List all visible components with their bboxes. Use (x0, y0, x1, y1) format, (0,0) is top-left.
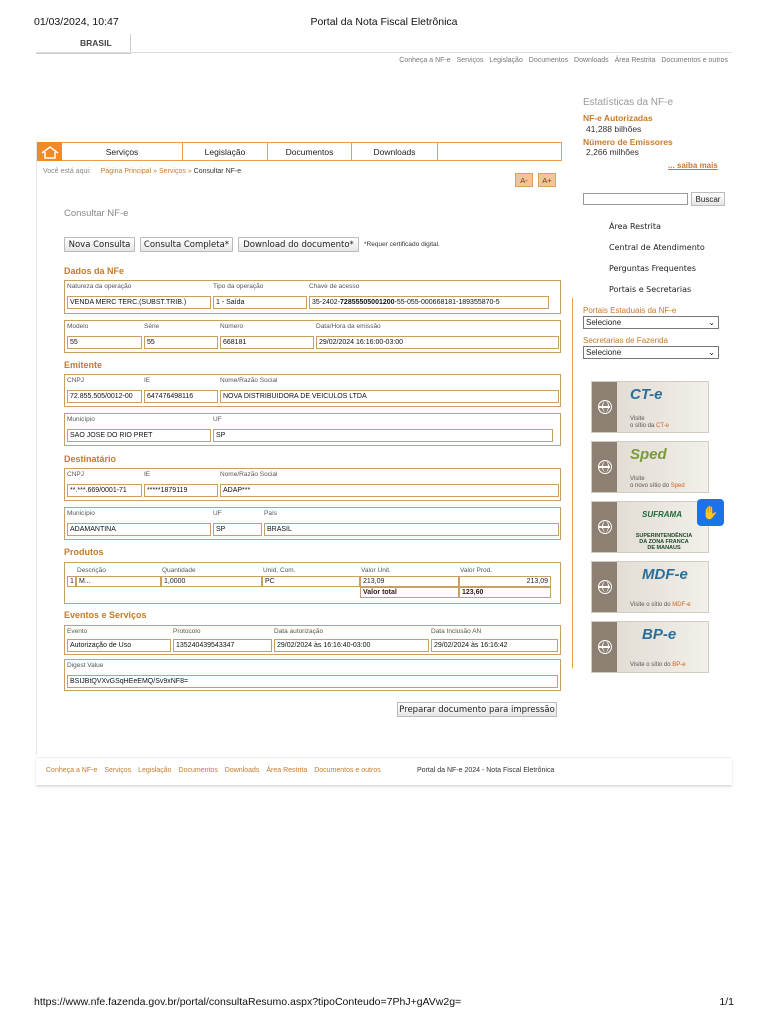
tipo-value: 1 - Saída (213, 296, 307, 309)
modelo-value: 55 (67, 336, 142, 349)
product-qtd: 1,0000 (161, 576, 262, 587)
search-input[interactable] (583, 193, 688, 205)
accessibility-icon[interactable]: ✋ (697, 499, 724, 526)
field-label: País (264, 510, 278, 517)
banner-caption (630, 476, 685, 490)
col-header: Valor Unit. (361, 567, 391, 574)
field-label: Número (220, 323, 244, 330)
row-number: 1 (67, 576, 76, 587)
footer-link[interactable]: Serviços (104, 767, 132, 774)
footer-link[interactable]: Conheça a NF-e (46, 767, 98, 774)
bpe-logo: BP-e (642, 626, 677, 643)
banner-caption-line: DE MANAUS (647, 545, 681, 551)
destinatario-nome: ADAP*** (220, 484, 559, 497)
field-label: Data autorização (274, 628, 324, 635)
destinatario-municipio: ADAMANTINA (67, 523, 211, 536)
print-datetime: 01/03/2024, 10:47 (34, 16, 119, 28)
product-vprod: 213,09 (459, 576, 551, 587)
banner-caption-hl: Sped (670, 483, 685, 489)
sidebar-link-portais[interactable]: Portais e Secretarias (609, 285, 692, 294)
banner-caption-hl: MDF-e (672, 602, 691, 608)
field-label: Série (144, 323, 160, 330)
field-label: Município (67, 510, 95, 517)
breadcrumb-home[interactable]: Página Principal (100, 168, 152, 175)
banner-caption-line: Visite o sítio do (630, 602, 673, 608)
globe-icon (598, 580, 612, 594)
field-label: UF (213, 510, 222, 517)
field-label: CNPJ (67, 471, 84, 478)
breadcrumb (43, 168, 241, 175)
nav-documentos[interactable]: Documentos (268, 143, 352, 160)
stats-autorizadas-value: 41,288 bilhões (586, 124, 642, 134)
col-header: Valor Prod. (460, 567, 493, 574)
eventos-box (64, 625, 561, 655)
banner-caption-line: DA ZONA FRANCA (639, 539, 689, 545)
footer-link[interactable]: Downloads (224, 767, 260, 774)
autorizacao-value: 29/02/2024 às 16:16:40-03:00 (274, 639, 429, 652)
secretarias-select-value: Selecione (586, 348, 622, 357)
breadcrumb-sep: » (187, 168, 192, 175)
col-header: Unid. Com. (263, 567, 296, 574)
secretarias-select[interactable] (583, 346, 719, 359)
field-label: Nome/Razão Social (220, 471, 278, 478)
cte-logo: CT-e (630, 386, 663, 403)
digest-box (64, 659, 561, 691)
emitente-uf: SP (213, 429, 553, 442)
banner-caption (630, 602, 691, 609)
product-unid: PC (262, 576, 360, 587)
footer-copyright: Portal da NF-e 2024 - Nota Fiscal Eletrônica (417, 767, 555, 774)
sidebar-divider (572, 298, 573, 668)
mdfe-logo: MDF-e (642, 566, 688, 583)
banner-cte[interactable] (591, 381, 709, 433)
saiba-mais-link[interactable]: ... saiba mais (668, 161, 718, 170)
chave-post: -55-055-000668181-189355870-5 (394, 299, 500, 306)
natureza-value: VENDA MERC TERC.(SUBST.TRIB.) (67, 296, 211, 309)
full-query-button[interactable]: Consulta Completa* (140, 237, 233, 252)
main-nav (37, 142, 562, 161)
banner-caption-hl: BP-e (672, 662, 686, 668)
field-label: Evento (67, 628, 88, 635)
top-link[interactable]: Área Restrita (614, 57, 656, 64)
total-label: Valor total (360, 587, 459, 598)
font-decrease-button[interactable]: A- (515, 173, 533, 187)
prepare-print-button[interactable]: Preparar documento para impressão (397, 702, 557, 717)
chave-pre: 35-2402- (312, 299, 341, 306)
top-link[interactable]: Serviços (456, 57, 484, 64)
print-header (34, 16, 734, 30)
emitente-ie: 647476498116 (144, 390, 218, 403)
field-label: Município (67, 416, 95, 423)
chevron-down-icon: ⌄ (708, 318, 715, 327)
section-emitente: Emitente (64, 360, 103, 370)
emissao-value: 29/02/2024 16:16:00-03:00 (316, 336, 559, 349)
new-query-button[interactable]: Nova Consulta (64, 237, 135, 252)
breadcrumb-current: Consultar NF-e (193, 168, 242, 175)
digest-value: BSIJBtQVXvGSqHEeEMQ/Sv9xNF8= (67, 675, 558, 688)
sidebar-link-perguntas[interactable]: Perguntas Frequentes (609, 264, 696, 273)
search-button[interactable]: Buscar (691, 192, 725, 206)
certificate-note: *Requer certificado digital. (364, 241, 440, 248)
emitente-cnpj: 72.855.505/0012-00 (67, 390, 142, 403)
top-divider (36, 52, 732, 53)
globe-icon (598, 400, 612, 414)
stats-title: Estatísticas da NF-e (583, 97, 674, 108)
panel-border (36, 140, 37, 755)
stats-emissores-label: Número de Emissores (583, 137, 673, 147)
evento-value: Autorização de Uso (67, 639, 171, 652)
dados-box-2 (64, 320, 561, 353)
field-label: CNPJ (67, 377, 84, 384)
field-label: Data Inclusão AN (431, 628, 482, 635)
field-label: UF (213, 416, 222, 423)
sidebar-link-atendimento[interactable]: Central de Atendimento (609, 243, 705, 252)
print-url: https://www.nfe.fazenda.gov.br/portal/consultaResumo.aspx?tipoConteudo=7PhJ+gAVw2g= (34, 996, 462, 1008)
section-dados: Dados da NFe (64, 266, 125, 276)
print-title: Portal da Nota Fiscal Eletrônica (310, 16, 458, 28)
top-link[interactable]: Documentos (528, 57, 569, 64)
destinatario-box-2 (64, 507, 561, 540)
footer-link[interactable]: Documentos (178, 767, 218, 774)
product-vunit: 213,09 (360, 576, 459, 587)
product-desc: M... (76, 576, 161, 587)
nav-downloads[interactable]: Downloads (352, 143, 438, 160)
home-icon[interactable] (37, 142, 62, 161)
emitente-municipio: SAO JOSE DO RIO PRET (67, 429, 211, 442)
print-page: 1/1 (719, 996, 734, 1008)
top-links (395, 57, 728, 64)
section-eventos: Eventos e Serviços (64, 610, 147, 620)
gov-bar-label[interactable]: BRASIL (36, 34, 131, 54)
protocolo-value: 135240439543347 (173, 639, 272, 652)
dados-box-1 (64, 280, 561, 314)
banner-caption-line: SUPERINTENDÊNCIA (635, 533, 693, 539)
produtos-table (64, 562, 561, 604)
banner-caption-line: Visite (630, 416, 645, 422)
destinatario-pais: BRASIL (264, 523, 559, 536)
banner-caption (630, 416, 669, 430)
banner-caption-line: o novo sítio do (630, 483, 671, 489)
inclusao-an-value: 29/02/2024 às 16:16:42 (431, 639, 558, 652)
banner-caption-line: o sítio da (630, 423, 657, 429)
banner-bpe[interactable] (591, 621, 709, 673)
destinatario-cnpj: **.***.669/0001-71 (67, 484, 142, 497)
field-label: Protocolo (173, 628, 201, 635)
section-produtos: Produtos (64, 547, 104, 557)
total-value: 123,60 (459, 587, 551, 598)
destinatario-ie: *****1879119 (144, 484, 218, 497)
field-label: Modelo (67, 323, 89, 330)
secretarias-label: Secretarias de Fazenda (583, 336, 668, 345)
field-label: Chave de acesso (309, 283, 360, 290)
banner-mdfe[interactable] (591, 561, 709, 613)
destinatario-box-1 (64, 468, 561, 501)
field-label: IE (144, 377, 151, 384)
portais-select[interactable] (583, 316, 719, 329)
col-header: Descrição (77, 567, 106, 574)
field-label: Nome/Razão Social (220, 377, 278, 384)
globe-icon (598, 460, 612, 474)
banner-caption (622, 533, 706, 551)
top-link[interactable]: Documentos e outros (661, 57, 728, 64)
top-link[interactable]: Legislação (489, 57, 523, 64)
footer-link[interactable]: Documentos e outros (314, 767, 381, 774)
top-link[interactable]: Downloads (574, 57, 609, 64)
banner-caption-line: Visite o sítio do (630, 662, 673, 668)
field-label: Digest Value (67, 662, 104, 669)
font-increase-button[interactable]: A+ (538, 173, 556, 187)
sped-logo: Sped (630, 446, 667, 463)
portais-select-value: Selecione (586, 318, 622, 327)
numero-value: 668181 (220, 336, 314, 349)
field-label: Data/Hora da emissão (316, 323, 381, 330)
breadcrumb-services[interactable]: Serviços (159, 168, 186, 175)
footer-links (46, 767, 386, 774)
field-label: IE (144, 471, 151, 478)
portais-label: Portais Estaduais da NF-e (583, 306, 677, 315)
serie-value: 55 (144, 336, 218, 349)
globe-icon (598, 520, 612, 534)
globe-icon (598, 640, 612, 654)
banner-sped[interactable] (591, 441, 709, 493)
destinatario-uf: SP (213, 523, 262, 536)
chevron-down-icon: ⌄ (708, 348, 715, 357)
top-link[interactable]: Conheça a NF-e (399, 57, 451, 64)
page-title: Consultar NF-e (64, 208, 129, 219)
banner-caption (630, 662, 686, 669)
chave-bold: 72855505001200 (340, 299, 395, 306)
banner-caption-line: Visite (630, 476, 645, 482)
nav-servicos[interactable]: Serviços (62, 143, 183, 160)
sidebar-link-area-restrita[interactable]: Área Restrita (609, 222, 661, 231)
emitente-box-1 (64, 374, 561, 407)
stats-emissores-value: 2,266 milhões (586, 147, 639, 157)
emitente-box-2 (64, 413, 561, 446)
banner-suframa[interactable] (591, 501, 709, 553)
col-header: Quantidade (162, 567, 196, 574)
footer-link[interactable]: Legislação (138, 767, 172, 774)
download-button[interactable]: Download do documento* (238, 237, 359, 252)
breadcrumb-sep: » (153, 168, 158, 175)
banner-caption-hl: CT-e (656, 423, 670, 429)
footer-link[interactable]: Área Restrita (266, 767, 308, 774)
stats-autorizadas-label: NF-e Autorizadas (583, 113, 653, 123)
nav-legislacao[interactable]: Legislação (183, 143, 268, 160)
breadcrumb-prefix: Você está aqui: (43, 168, 91, 175)
chave-value (309, 296, 549, 309)
section-destinatario: Destinatário (64, 454, 117, 464)
field-label: Tipo da operação (213, 283, 264, 290)
suframa-logo: SUFRAMA (642, 510, 682, 519)
page-footer (36, 757, 732, 785)
emitente-nome: NOVA DISTRIBUIDORA DE VEICULOS LTDA (220, 390, 559, 403)
field-label: Natureza da operação (67, 283, 132, 290)
